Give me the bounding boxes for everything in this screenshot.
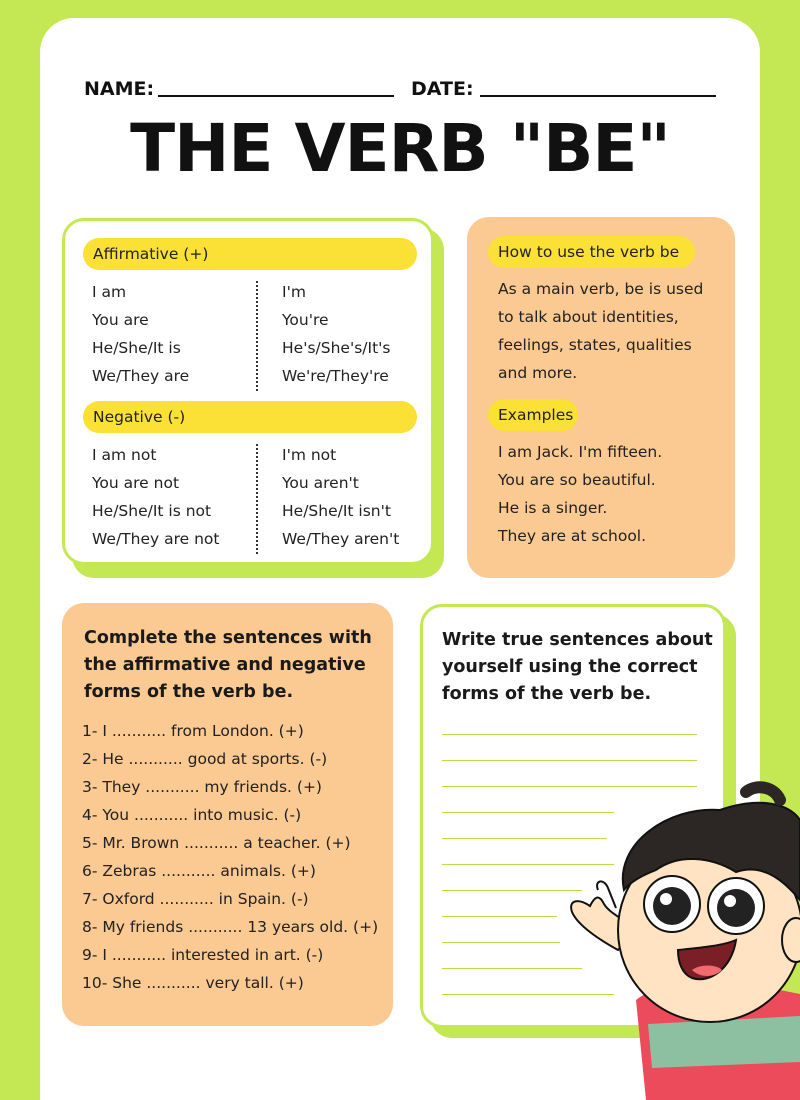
- writing-line-1[interactable]: [442, 734, 697, 735]
- exercise-item-1: 1- I ........... from London. (+): [82, 722, 304, 740]
- negative-full-1: I am not: [92, 446, 157, 464]
- exercise-write-title-line-2: yourself using the correct: [442, 657, 698, 677]
- affirmative-full-4: We/They are: [92, 367, 190, 385]
- page-title: THE VERB "BE": [130, 110, 670, 187]
- exercise-item-6: 6- Zebras ........... animals. (+): [82, 862, 316, 880]
- negative-short-2: You aren't: [282, 474, 359, 492]
- exercise-write-title-line-3: forms of the verb be.: [442, 684, 652, 704]
- negative-divider: [256, 444, 258, 554]
- usage-box: [467, 217, 735, 578]
- negative-full-2: You are not: [92, 474, 180, 492]
- exercise-item-8: 8- My friends ........... 13 years old. (+): [82, 918, 379, 936]
- usage-line-4: and more.: [498, 364, 578, 382]
- usage-line-3: feelings, states, qualities: [498, 336, 692, 354]
- exercise-write-title-line-1: Write true sentences about: [442, 630, 713, 650]
- exercise-complete-title: [84, 625, 372, 706]
- exercise-item-7: 7- Oxford ........... in Spain. (-): [82, 890, 309, 908]
- affirmative-full-2: You are: [92, 311, 149, 329]
- cartoon-boy-icon: [560, 780, 800, 1100]
- negative-full-3: He/She/It is not: [92, 502, 212, 520]
- exercise-item-5: 5- Mr. Brown ........... a teacher. (+): [82, 834, 351, 852]
- writing-line-2[interactable]: [442, 760, 697, 761]
- usage-line-2: to talk about identities,: [498, 308, 679, 326]
- affirmative-full-3: He/She/It is: [92, 339, 181, 357]
- negative-short-4: We/They aren't: [282, 530, 400, 548]
- exercise-item-9: 9- I ........... interested in art. (-): [82, 946, 324, 964]
- writing-line-9[interactable]: [442, 942, 560, 943]
- affirmative-short-3: He's/She's/It's: [282, 339, 391, 357]
- exercise-write-title: [442, 627, 713, 708]
- negative-full-4: We/They are not: [92, 530, 220, 548]
- example-3: He is a singer.: [498, 499, 608, 517]
- exercise-complete-box: [62, 603, 393, 1026]
- negative-short-1: I'm not: [282, 446, 337, 464]
- exercise-item-3: 3- They ........... my friends. (+): [82, 778, 322, 796]
- example-1: I am Jack. I'm fifteen.: [498, 443, 663, 461]
- exercise-complete-title-line-1: Complete the sentences with: [84, 628, 372, 648]
- affirmative-label: Affirmative (+): [83, 238, 417, 270]
- date-label: DATE:: [411, 78, 474, 100]
- example-2: You are so beautiful.: [498, 471, 656, 489]
- usage-line-1: As a main verb, be is used: [498, 280, 704, 298]
- usage-label: How to use the verb be: [488, 236, 695, 268]
- example-4: They are at school.: [498, 527, 647, 545]
- conjugation-box: [62, 218, 434, 565]
- writing-line-8[interactable]: [442, 916, 557, 917]
- exercise-complete-title-line-2: the affirmative and negative: [84, 655, 366, 675]
- affirmative-short-1: I'm: [282, 283, 306, 301]
- name-field-line[interactable]: [158, 95, 394, 97]
- affirmative-full-1: I am: [92, 283, 127, 301]
- affirmative-divider: [256, 281, 258, 391]
- date-field-line[interactable]: [480, 95, 716, 97]
- affirmative-short-2: You're: [282, 311, 329, 329]
- name-label: NAME:: [84, 78, 155, 100]
- exercise-complete-title-line-3: forms of the verb be.: [84, 682, 294, 702]
- exercise-item-2: 2- He ........... good at sports. (-): [82, 750, 328, 768]
- examples-label: Examples: [488, 399, 578, 431]
- exercise-item-4: 4- You ........... into music. (-): [82, 806, 302, 824]
- affirmative-short-4: We're/They're: [282, 367, 389, 385]
- negative-label: Negative (-): [83, 401, 417, 433]
- negative-short-3: He/She/It isn't: [282, 502, 391, 520]
- exercise-item-10: 10- She ........... very tall. (+): [82, 974, 304, 992]
